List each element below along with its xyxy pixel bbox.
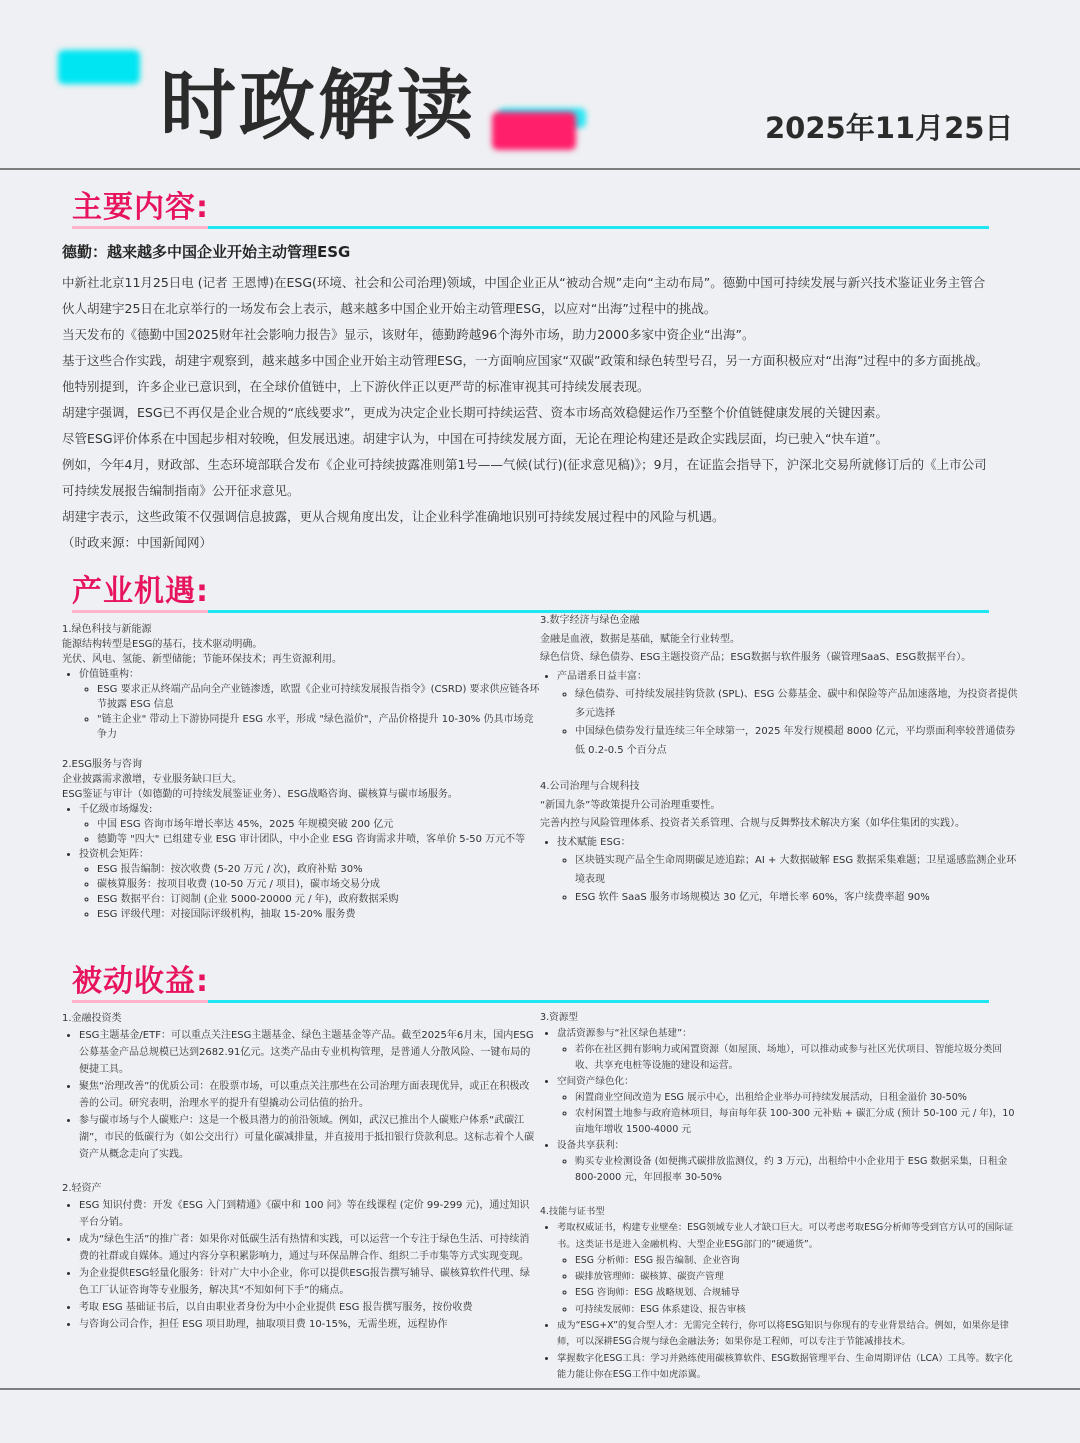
- text-line: 金融是血液，数据是基础，赋能全行业转型。: [540, 633, 740, 645]
- article-paragraph: 当天发布的《德勤中国2025财年社会影响力报告》显示，该财年，德勤跨越96个海外市场，助力2000多家中资企业“出海”。: [62, 327, 755, 342]
- list-item: [557, 668, 1018, 761]
- article-paragraph: 基于这些合作实践，胡建宇观察到，越来越多中国企业开始主动管理ESG，一方面响应国家“双碳”政策和绿色转型号召，另一方面积极应对“出海”过程中的多方面挑战。他特别提到，许多企业已意识到，在全球价值链中，上下游伙伴正以更严苛的标准审视其可持续发展表现。: [62, 353, 989, 394]
- list-item: • 掌握数字化ESG工具：学习并熟练使用碳核算软件、ESG数据管理平台、生命周期评估（LCA）工具等。数字化能力能让你在ESG工作中如虎添翼。: [557, 1351, 1016, 1384]
- section-heading-passive: 被动收益:: [72, 964, 209, 999]
- text-line: “新国九条”等政策提升公司治理重要性。: [540, 799, 721, 811]
- text-line: 完善内控与风险管理体系、投资者关系管理、合规与反舞弊技术解决方案（如华住集团的实践）。: [540, 818, 965, 829]
- subsection-title: 2.轻资产: [62, 1183, 102, 1194]
- article-paragraph: 胡建宇强调，ESG已不再仅是企业合规的“底线要求”，更成为决定企业长期可持续运营、资本市场高效稳健运作乃至整个价值链健康发展的关键因素。: [62, 405, 888, 420]
- list-item: ◦ 农村闲置土地参与政府造林项目，每亩每年获 100-300 元补贴 + 碳汇分成 (预计 50-100 元 / 年)，10 亩地年增收 1500-4000 元: [575, 1106, 1016, 1138]
- list-item: ◦ 可持续发展师：ESG 体系建设、报告审核: [575, 1302, 1016, 1318]
- list-item: ◦ 德勤等 "四大" 已组建专业 ESG 审计团队，中小企业 ESG 咨询需求井喷，客单价 5-50 万元不等: [97, 832, 540, 847]
- sub-bullet-list: [79, 817, 540, 847]
- decor-pink-blob: [492, 112, 576, 150]
- sub-bullet-list: [557, 1090, 1016, 1138]
- section-heading-main: 主要内容:: [72, 190, 209, 225]
- section-heading-industry: 产业机遇:: [72, 574, 209, 609]
- bullet-text: 空间资产绿色化：: [557, 1076, 634, 1087]
- list-item: [557, 834, 1018, 908]
- bullet-list: [62, 802, 540, 922]
- bullet-list: [62, 1027, 538, 1163]
- list-item: [79, 802, 540, 847]
- list-item: ◦ ESG 评级代理：对接国际评级机构，抽取 15-20% 服务费: [97, 907, 540, 922]
- list-item: [79, 847, 540, 922]
- bullet-text: 价值链重构：: [79, 669, 139, 680]
- list-item: ◦ 碳排放管理师：碳核算、碳资产管理: [575, 1269, 1016, 1285]
- text-line: 能源结构转型是ESG的基石，技术驱动明确。: [62, 639, 263, 650]
- list-item: • ESG主题基金/ETF：可以重点关注ESG主题基金、绿色主题基金等产品。截至2025年6月末，国内ESG公募基金产品总规模已达到2682.91亿元。这类产品由专业机构管理，是普通人分散风险、一键布局的便捷工具。: [79, 1027, 538, 1078]
- list-item: ◦ 中国 ESG 咨询市场年增长率达 45%，2025 年规模突破 200 亿元: [97, 817, 540, 832]
- list-item: ◦ ESG 软件 SaaS 服务市场规模达 30 亿元，年增长率 60%，客户续费率超 90%: [575, 889, 1018, 908]
- subsection-title: 1.金融投资类: [62, 1013, 122, 1024]
- list-item: • ESG 知识付费：开发《ESG 入门到精通》《碳中和 100 问》等在线课程 (定价 99-299 元)，通过知识平台分销。: [79, 1197, 538, 1231]
- list-item: ◦ ESG 数据平台：订阅制 (企业 5000-20000 元 / 年)，政府数据采购: [97, 892, 540, 907]
- bullet-text: 投资机会矩阵：: [79, 849, 149, 860]
- article-body: [62, 270, 992, 556]
- list-item: • 聚焦“治理改善”的优质公司：在股票市场，可以重点关注那些在公司治理方面表现优异，或正在积极改善的公司。研究表明，治理水平的提升有望撬动公司估值的抬升。: [79, 1078, 538, 1112]
- list-item: ◦ 区块链实现产品全生命周期碳足迹追踪；AI + 大数据破解 ESG 数据采集难题；卫星遥感监测企业环境表现: [575, 852, 1018, 889]
- passive-left-column: [62, 1010, 538, 1333]
- list-item: ◦ 碳核算服务：按项目收费 (10-50 万元 / 项目)，碳市场交易分成: [97, 877, 540, 892]
- page-title: 时政解读: [160, 61, 476, 150]
- footer-divider: [0, 1388, 1080, 1390]
- list-item: ◦ ESG 报告编制：按次收费 (5-20 万元 / 次)，政府补贴 30%: [97, 862, 540, 877]
- passive-right-column: [540, 1010, 1016, 1186]
- bullet-text: 考取权威证书，构建专业壁垒：ESG领域专业人才缺口巨大。可以考虑考取ESG分析师等受到官方认可的国际证书。这类证书是进入金融机构、大型企业ESG部门的“硬通货”。: [557, 1222, 1014, 1250]
- bullet-list: [540, 1026, 1016, 1186]
- sub-bullet-list: [557, 852, 1018, 908]
- bullet-text: 产品谱系日益丰富：: [557, 670, 647, 682]
- section-underline-main: [72, 226, 989, 229]
- list-item: ◦ 中国绿色债券发行量连续三年全球第一，2025 年发行规模超 8000 亿元，平均票面利率较普通债券低 0.2-0.5 个百分点: [575, 723, 1018, 760]
- subsection-title: 1.绿色科技与新能源: [62, 624, 152, 635]
- bullet-text: 技术赋能 ESG：: [557, 836, 631, 848]
- text-line: 企业披露需求激增，专业服务缺口巨大。: [62, 774, 242, 785]
- list-item: • 与咨询公司合作，担任 ESG 项目助理，抽取项目费 10-15%，无需坐班，远程协作: [79, 1316, 538, 1333]
- article-title: 德勤：越来越多中国企业开始主动管理ESG: [62, 243, 351, 261]
- bullet-list: [540, 1220, 1016, 1383]
- list-item: ◦ 闲置商业空间改造为 ESG 展示中心，出租给企业举办可持续发展活动，日租金溢价 30-50%: [575, 1090, 1016, 1106]
- list-item: • 为企业提供ESG轻量化服务：针对广大中小企业，你可以提供ESG报告撰写辅导、碳核算软件代理、绿色工厂认证咨询等专业服务，解决其“不知如何下手”的痛点。: [79, 1265, 538, 1299]
- header-divider: [0, 168, 1080, 170]
- text-line: 光伏、风电、氢能、新型储能；节能环保技术；再生资源利用。: [62, 654, 342, 665]
- industry-right-column: [540, 612, 1018, 908]
- subsection-title: 3.数字经济与绿色金融: [540, 615, 640, 626]
- bullet-text: 设备共享获利：: [557, 1140, 625, 1151]
- page-date: 2025年11月25日: [765, 111, 1014, 145]
- subsection-title: 2.ESG服务与咨询: [62, 759, 142, 770]
- list-item: • 成为“绿色生活”的推广者：如果你对低碳生活有热情和实践，可以运营一个专注于绿色生活、可持续消费的社群或自媒体。通过内容分享积累影响力，通过与环保品牌合作、组织二手市集等方式实现变现。: [79, 1231, 538, 1265]
- sub-bullet-list: [79, 862, 540, 922]
- bullet-text: 盘活资源参与“社区绿色基建”：: [557, 1028, 692, 1039]
- list-item: • 考取 ESG 基础证书后，以自由职业者身份为中小企业提供 ESG 报告撰写服务，按份收费: [79, 1299, 538, 1316]
- list-item: ◦ ESG 咨询师：ESG 战略规划、合规辅导: [575, 1285, 1016, 1301]
- list-item: [557, 1220, 1016, 1318]
- article-paragraph: 中新社北京11月25日电 (记者 王恩博)在ESG(环境、社会和公司治理)领域，中国企业正从“被动合规”走向“主动布局”。德勤中国可持续发展与新兴技术鉴证业务主管合伙人胡建宇25日在北京举行的一场发布会上表示，越来越多中国企业开始主动管理ESG，以应对“出海”过程中的挑战。: [62, 275, 986, 316]
- bullet-list: [62, 1197, 538, 1333]
- article-paragraph: 尽管ESG评价体系在中国起步相对较晚，但发展迅速。胡建宇认为，中国在可持续发展方面，无论在理论构建还是政企实践层面，均已驶入“快车道”。: [62, 431, 888, 446]
- list-item: ◦ ESG 要求正从终端产品向全产业链渗透，欧盟《企业可持续发展报告指令》(CSRD) 要求供应链各环节披露 ESG 信息: [97, 682, 540, 712]
- list-item: • 成为“ESG+X”的复合型人才：无需完全转行，你可以将ESG知识与你现有的专业背景结合。例如，如果你是律师，可以深耕ESG合规与绿色金融法务；如果你是工程师，可以专注于节能减排技术。: [557, 1318, 1016, 1351]
- subsection-title: 4.公司治理与合规科技: [540, 781, 640, 792]
- industry-left-column: [62, 622, 540, 922]
- subsection-title: 3.资源型: [540, 1012, 578, 1023]
- list-item: ◦ 若你在社区拥有影响力或闲置资源（如屋顶、场地），可以推动或参与社区光伏项目、智能垃圾分类回收、共享充电桩等设施的建设和运营。: [575, 1042, 1016, 1074]
- list-item: ◦ ESG 分析师：ESG 报告编制、企业咨询: [575, 1253, 1016, 1269]
- section-underline-passive: [72, 1000, 989, 1003]
- article-paragraph: 例如，今年4月，财政部、生态环境部联合发布《企业可持续披露准则第1号——气候(试行)(征求意见稿)》；9月，在证监会指导下，沪深北交易所就修订后的《上市公司可持续发展报告编制指南》公开征求意见。: [62, 457, 987, 498]
- article-source: （时政来源：中国新闻网）: [62, 535, 213, 550]
- bullet-text: 千亿级市场爆发:: [79, 804, 153, 815]
- list-item: [79, 667, 540, 742]
- decor-cyan-blob: [58, 50, 140, 84]
- article-paragraph: 胡建宇表示，这些政策不仅强调信息披露，更从合规角度出发，让企业科学准确地识别可持续发展过程中的风险与机遇。: [62, 509, 725, 524]
- subsection-title: 4.技能与证书型: [540, 1206, 605, 1217]
- list-item: ◦ 绿色债券、可持续发展挂钩贷款 (SPL)、ESG 公募基金、碳中和保险等产品加速落地，为投资者提供多元选择: [575, 686, 1018, 723]
- sub-bullet-list: [557, 1042, 1016, 1074]
- list-item: [557, 1138, 1016, 1186]
- sub-bullet-list: [557, 1154, 1016, 1186]
- text-line: ESG鉴证与审计（如德勤的可持续发展鉴证业务）、ESG战略咨询、碳核算与碳市场服务。: [62, 789, 458, 800]
- text-line: 绿色信贷、绿色债券、ESG主题投资产品；ESG数据与软件服务（碳管理SaaS、ESG数据平台）。: [540, 652, 972, 663]
- passive-right-column-skills: [540, 1204, 1016, 1383]
- sub-bullet-list: [557, 686, 1018, 760]
- list-item: ◦ "链主企业" 带动上下游协同提升 ESG 水平，形成 "绿色溢价"，产品价格提升 10-30% 仍具市场竞争力: [97, 712, 540, 742]
- sub-bullet-list: [557, 1253, 1016, 1318]
- sub-bullet-list: [79, 682, 540, 742]
- list-item: [557, 1026, 1016, 1074]
- list-item: [557, 1074, 1016, 1138]
- bullet-list: [540, 834, 1018, 908]
- bullet-list: [540, 668, 1018, 761]
- bullet-list: [62, 667, 540, 742]
- list-item: ◦ 购买专业检测设备 (如便携式碳排放监测仪，约 3 万元)，出租给中小企业用于 ESG 数据采集，日租金 800-2000 元，年回报率 30-50%: [575, 1154, 1016, 1186]
- list-item: • 参与碳市场与个人碳账户：这是一个极具潜力的前沿领域。例如，武汉已推出个人碳账户体系“武碳江湖”，市民的低碳行为（如公交出行）可量化碳减排量，并直接用于抵扣银行贷款利息。这标志着个人碳资产从概念走向了实践。: [79, 1112, 538, 1163]
